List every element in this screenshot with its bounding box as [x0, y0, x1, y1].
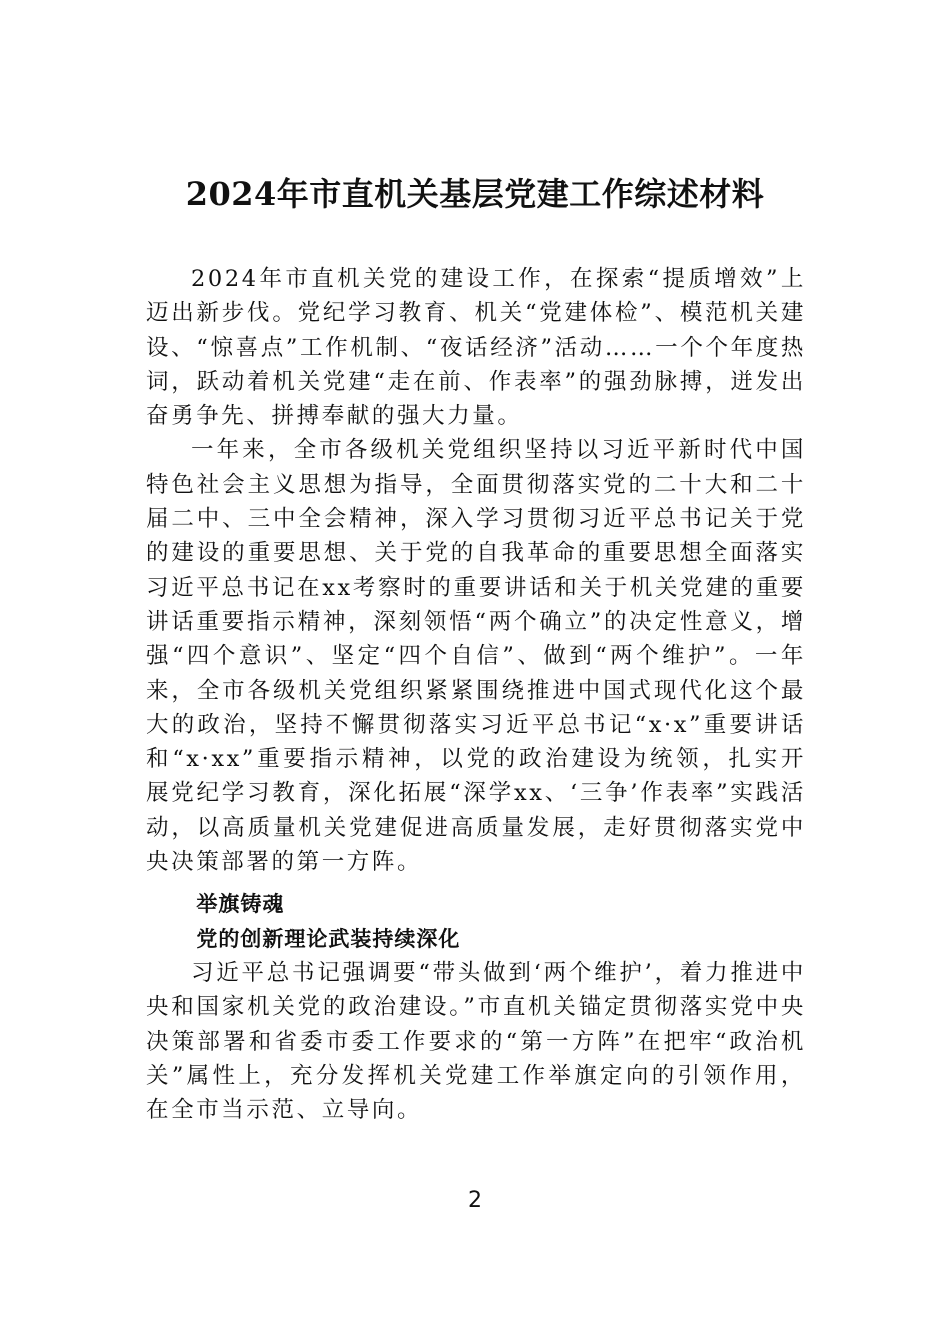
page-number: 2: [468, 1188, 482, 1213]
section-subheading: 党的创新理论武装持续深化: [196, 926, 461, 951]
paragraph-overview: 一年来，全市各级机关党组织坚持以习近平新时代中国特色社会主义思想为指导，全面贯彻落实党的二十大和二十届二中、三中全会精神，深入学习贯彻习近平总书记关于党的建设的重要思想、关于党的自我革命的重要思想全面落实习近平总书记在xx考察时的重要讲话和关于机关党建的重要讲话重要指示精神，深刻领悟“两个确立”的决定性意义，增强“四个意识”、坚定“四个自信”、做到“两个维护”。一年来，全市各级机关党组织紧紧围绕推进中国式现代化这个最大的政治，坚持不懈贯彻落实习近平总书记“x·x”重要讲话和“x·xx”重要指示精神，以党的政治建设为统领，扎实开展党纪学习教育，深化拓展“深学xx、‘三争’作表率”实践活动，以高质量机关党建促进高质量发展，走好贯彻落实党中央决策部署的第一方阵。: [146, 437, 806, 876]
paragraph-section: 习近平总书记强调要“带头做到‘两个维护’，着力推进中央和国家机关党的政治建设。”市直机关锚定贯彻落实党中央决策部署和省委市委工作要求的“第一方阵”在把牢“政治机关”属性上，充分发挥机关党建工作举旗定向的引领作用，在全市当示范、立导向。: [146, 959, 806, 1124]
section-spacer: [146, 879, 806, 887]
document-body: [146, 262, 806, 1127]
paragraph-intro: 2024年市直机关党的建设工作，在探索“提质增效”上迈出新步伐。党纪学习教育、机关“党建体检”、模范机关建设、“惊喜点”工作机制、“夜话经济”活动……一个个年度热词，跃动着机关党建“走在前、作表率”的强劲脉搏，迸发出奋勇争先、拼搏奉献的强大力量。: [146, 266, 806, 430]
section-heading: 举旗铸魂: [196, 892, 285, 917]
document-title: 2024年市直机关基层党建工作综述材料: [185, 175, 765, 213]
